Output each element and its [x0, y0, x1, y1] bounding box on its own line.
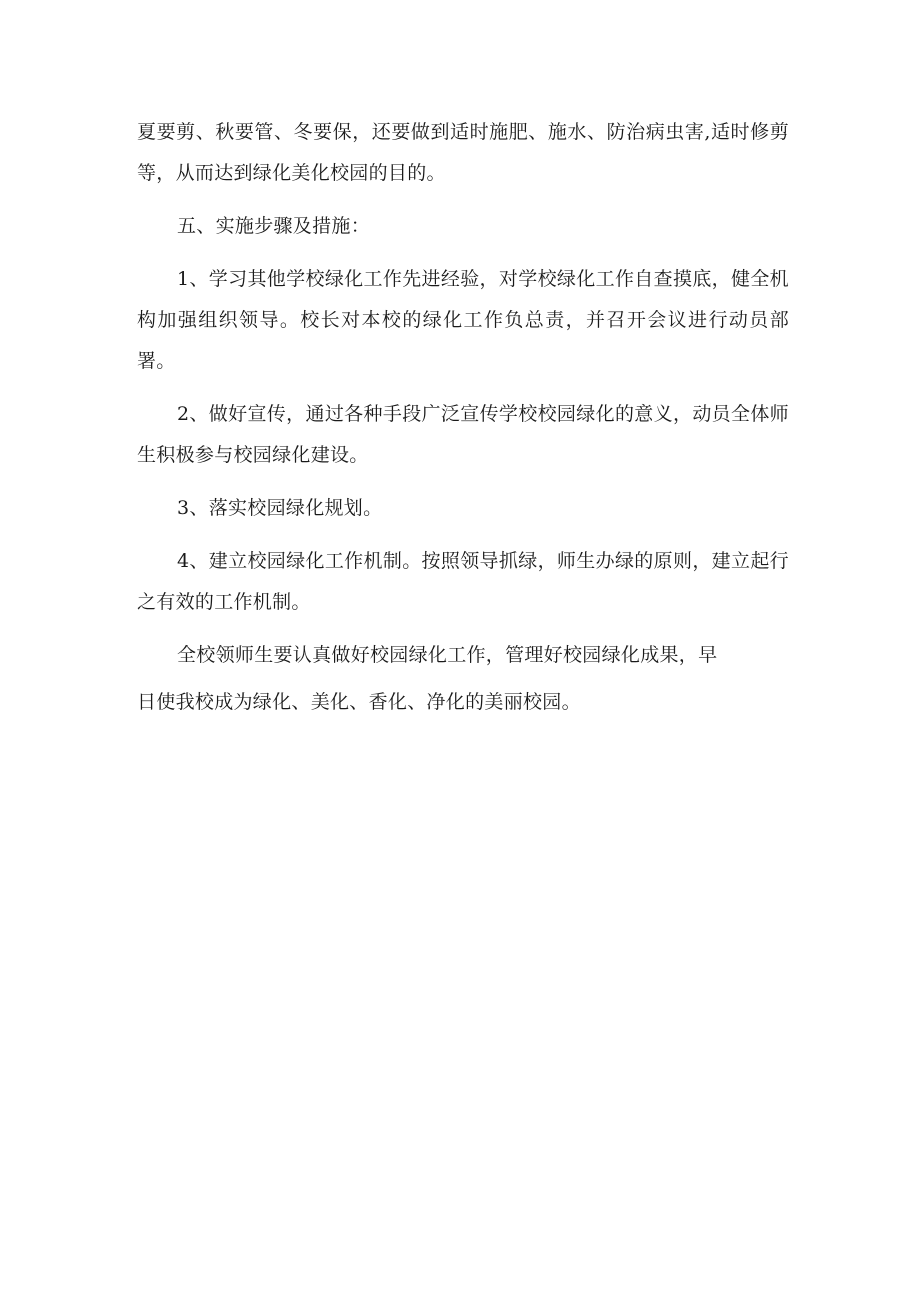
paragraph-step-3: 3、落实校园绿化规划。 — [177, 497, 383, 519]
section-heading-implementation: 五、实施步骤及措施： — [177, 215, 371, 237]
closing-paragraph — [137, 635, 789, 723]
paragraph-step-4: 4、建立校园绿化工作机制。按照领导抓绿，师生办绿的原则，建立起行之有效的工作机制。 — [137, 550, 789, 613]
closing-line-1: 全校领师生要认真做好校园绿化工作，管理好校园绿化成果，早 — [177, 644, 718, 666]
closing-line-2: 日使我校成为绿化、美化、香化、净化的美丽校园。 — [137, 691, 581, 713]
paragraph-step-2: 2、做好宣传，通过各种手段广泛宣传学校校园绿化的意义，动员全体师生积极参与校园绿化建设。 — [137, 403, 789, 466]
document-body — [137, 112, 789, 723]
paragraph-maintenance: 夏要剪、秋要管、冬要保，还要做到适时施肥、施水、防治病虫害,适时修剪等，从而达到绿化美化校园的目的。 — [137, 121, 789, 184]
paragraph-step-1: 1、学习其他学校绿化工作先进经验，对学校绿化工作自查摸底，健全机构加强组织领导。校长对本校的绿化工作负总责，并召开会议进行动员部署。 — [137, 268, 789, 372]
